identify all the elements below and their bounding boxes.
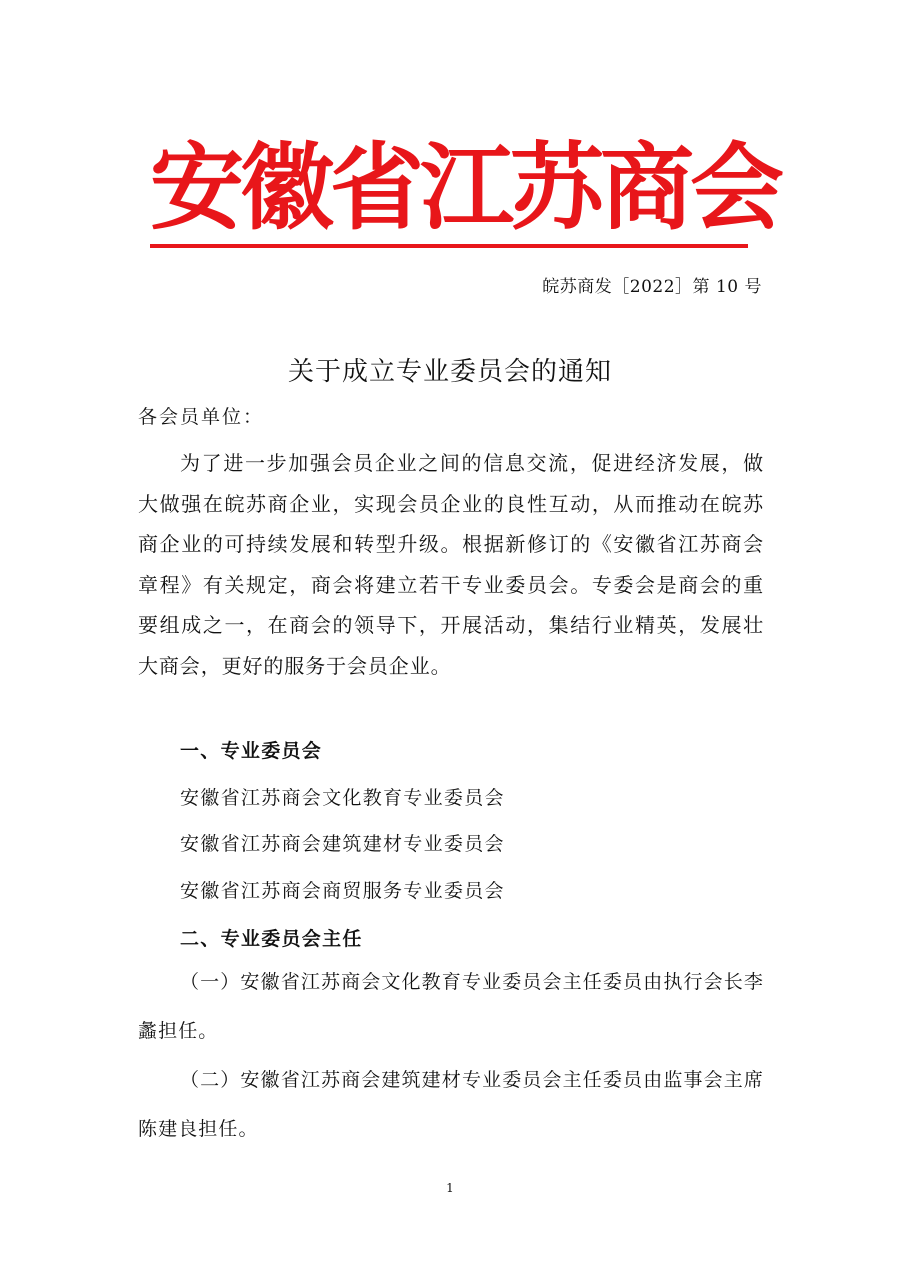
section-1-heading: 一、专业委员会: [180, 740, 323, 762]
intro-paragraph: 为了进一步加强会员企业之间的信息交流，促进经济发展，做大做强在皖苏商企业，实现会员企业的良性互动，从而推动在皖苏商企业的可持续发展和转型升级。根据新修订的《安徽省江苏商会章程》有关规定，商会将建立若干专业委员会。专委会是商会的重要组成之一，在商会的领导下，开展活动，集结行业精英，发展壮大商会，更好的服务于会员企业。: [138, 451, 764, 678]
letterhead-red-rule: [150, 244, 748, 248]
document-title: 关于成立专业委员会的通知: [287, 357, 612, 387]
committee-item: 安徽省江苏商会商贸服务专业委员会: [180, 880, 505, 902]
page-number: 1: [446, 1181, 454, 1195]
salutation: 各会员单位：: [138, 406, 265, 428]
letterhead-org-name: 安徽省江苏商会: [150, 133, 781, 243]
director-item: （二）安徽省江苏商会建筑建材专业委员会主任委员由监事会主席陈建良担任。: [138, 1069, 764, 1140]
director-item: （一）安徽省江苏商会文化教育专业委员会主任委员由执行会长李蠡担任。: [138, 971, 764, 1042]
section-2-heading: 二、专业委员会主任: [180, 928, 363, 950]
committee-item: 安徽省江苏商会建筑建材专业委员会: [180, 833, 505, 855]
committee-item: 安徽省江苏商会文化教育专业委员会: [180, 787, 505, 809]
document-number: 皖苏商发［2022］第 10 号: [542, 277, 762, 297]
